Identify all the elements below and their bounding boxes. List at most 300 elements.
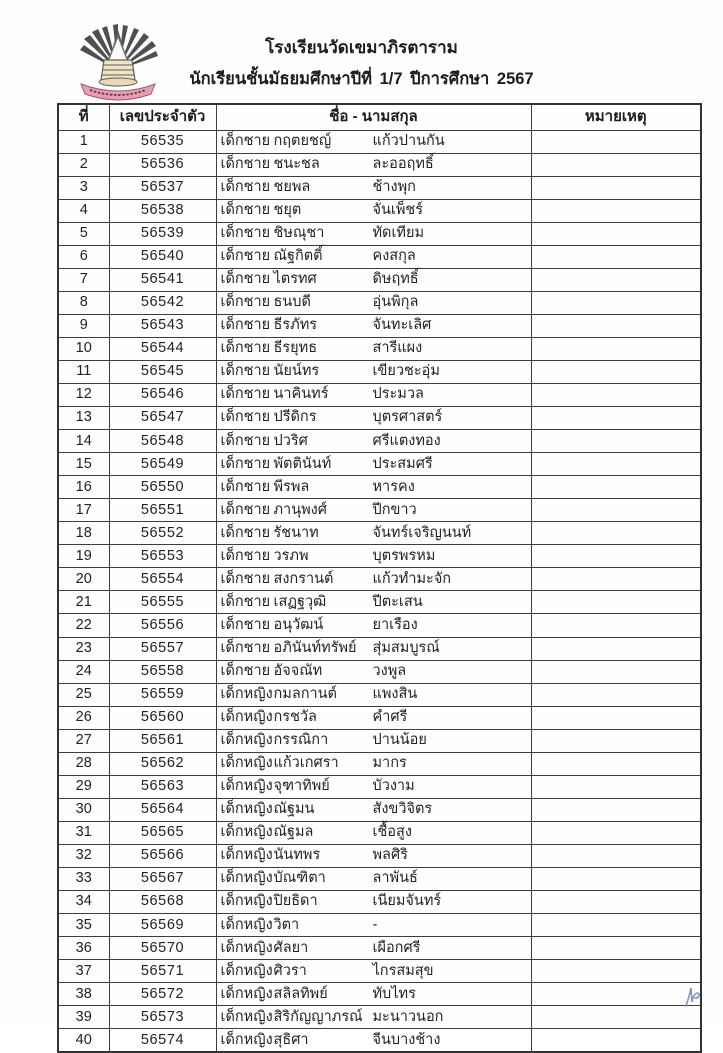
student-name-cell xyxy=(216,153,531,176)
last-name: สารีแผง xyxy=(372,340,423,357)
student-id-cell: 56551 xyxy=(109,499,216,522)
row-number-cell: 17 xyxy=(58,499,109,522)
student-name-cell xyxy=(216,453,531,476)
student-name-cell xyxy=(216,568,531,591)
student-name-cell xyxy=(216,1029,531,1053)
student-id-cell: 56563 xyxy=(109,775,216,798)
row-number-cell: 32 xyxy=(58,844,109,867)
row-number-cell: 4 xyxy=(58,199,109,222)
student-table-body xyxy=(58,130,701,1052)
row-number-cell: 8 xyxy=(58,291,109,314)
remark-cell xyxy=(531,568,701,591)
student-id-cell: 56535 xyxy=(109,130,216,153)
first-name: พัตตินันท์ xyxy=(273,455,332,472)
student-id-cell: 56546 xyxy=(109,384,216,407)
last-name: เนียมจันทร์ xyxy=(372,893,442,910)
first-name: จุฑาทิพย์ xyxy=(273,778,330,795)
row-number-cell: 22 xyxy=(58,614,109,637)
last-name: ลาพันธ์ xyxy=(372,870,418,887)
remark-cell xyxy=(531,499,701,522)
student-name-cell xyxy=(216,752,531,775)
first-name: อนุวัฒน์ xyxy=(273,616,324,633)
first-name: วิตา xyxy=(273,916,300,933)
first-name: ชิษณุชา xyxy=(273,225,325,242)
class-year-subtitle: นักเรียนชั้นมัธยมศึกษาปีที่ 1/7 ปีการศึกษา 2567 xyxy=(189,70,534,88)
name-title: เด็กหญิง xyxy=(220,709,273,726)
row-number-cell: 39 xyxy=(58,1006,109,1029)
remark-cell xyxy=(531,683,701,706)
row-number-cell: 18 xyxy=(58,522,109,545)
student-name-cell xyxy=(216,337,531,360)
name-title: เด็กชาย xyxy=(220,179,271,195)
last-name: ศรีแตงทอง xyxy=(372,432,441,449)
first-name: ปรีดิกร xyxy=(273,409,317,426)
student-name-cell xyxy=(216,476,531,499)
student-name-cell xyxy=(216,960,531,983)
name-title: เด็กชาย xyxy=(220,455,271,472)
student-name-cell xyxy=(216,545,531,568)
student-name-cell xyxy=(216,430,531,453)
name-title: เด็กหญิง xyxy=(220,824,273,841)
first-name: กรชวัล xyxy=(273,709,317,726)
name-title: เด็กหญิง xyxy=(220,939,273,956)
table-row xyxy=(58,1006,701,1029)
first-name: ชนะชล xyxy=(273,155,320,172)
student-name-cell xyxy=(216,891,531,914)
student-name-cell xyxy=(216,914,531,937)
student-id-cell: 56559 xyxy=(109,683,216,706)
first-name: นัยน์ทร xyxy=(273,363,320,380)
row-number-cell: 36 xyxy=(58,937,109,960)
student-id-cell: 56542 xyxy=(109,291,216,314)
table-row xyxy=(58,407,701,430)
student-name-cell xyxy=(216,222,531,245)
name-title: เด็กชาย xyxy=(220,132,271,149)
last-name: แก้วทำมะจัก xyxy=(372,570,452,587)
remark-cell xyxy=(531,476,701,499)
last-name: วงพูล xyxy=(372,662,407,679)
remark-cell xyxy=(531,291,701,314)
remark-cell xyxy=(531,729,701,752)
student-id-cell: 56553 xyxy=(109,545,216,568)
remark-cell xyxy=(531,337,701,360)
row-number-cell: 40 xyxy=(58,1029,109,1053)
first-name: บัณฑิตา xyxy=(273,870,326,887)
student-name-cell xyxy=(216,384,531,407)
last-name: จั่นเพ็ชร์ xyxy=(372,202,424,219)
student-id-cell: 56566 xyxy=(109,844,216,867)
last-name: ปานน้อย xyxy=(372,732,427,749)
table-row xyxy=(58,522,701,545)
name-title: เด็กชาย xyxy=(220,202,271,219)
student-name-cell xyxy=(216,314,531,337)
remark-cell xyxy=(531,660,701,683)
remark-cell xyxy=(531,614,701,637)
table-row xyxy=(58,384,701,407)
remark-cell xyxy=(531,937,701,960)
student-name-cell xyxy=(216,291,531,314)
student-name-cell xyxy=(216,660,531,683)
table-row xyxy=(58,660,701,683)
name-title: เด็กหญิง xyxy=(220,847,273,864)
table-row xyxy=(58,868,701,891)
last-name: สุ่มสมบูรณ์ xyxy=(372,639,440,656)
row-number-cell: 24 xyxy=(58,660,109,683)
student-name-cell xyxy=(216,499,531,522)
row-number-cell: 7 xyxy=(58,268,109,291)
remark-cell xyxy=(531,430,701,453)
table-row xyxy=(58,983,701,1006)
last-name: ปีกขาว xyxy=(372,501,417,518)
table-row xyxy=(58,891,701,914)
row-number-cell: 10 xyxy=(58,337,109,360)
name-title: เด็กหญิง xyxy=(220,916,273,933)
remark-cell xyxy=(531,775,701,798)
remark-cell xyxy=(531,545,701,568)
student-id-cell: 56560 xyxy=(109,706,216,729)
student-id-cell: 56568 xyxy=(109,891,216,914)
last-name: มะนาวนอก xyxy=(372,1008,444,1025)
student-name-cell xyxy=(216,706,531,729)
student-id-cell: 56539 xyxy=(109,222,216,245)
student-id-cell: 56541 xyxy=(109,268,216,291)
remark-cell xyxy=(531,130,701,153)
first-name: พีรพล xyxy=(273,478,310,495)
student-name-cell xyxy=(216,130,531,153)
name-title: เด็กชาย xyxy=(220,616,271,633)
row-number-cell: 25 xyxy=(58,683,109,706)
student-id-cell: 56565 xyxy=(109,821,216,844)
first-name: ธีรยุทธ xyxy=(273,340,318,357)
remark-cell xyxy=(531,960,701,983)
table-row xyxy=(58,591,701,614)
row-number-cell: 23 xyxy=(58,637,109,660)
row-number-cell: 1 xyxy=(58,130,109,153)
table-header-row xyxy=(58,104,701,130)
name-title: เด็กชาย xyxy=(220,248,271,265)
remark-cell xyxy=(531,314,701,337)
name-title: เด็กชาย xyxy=(220,501,271,518)
remark-cell xyxy=(531,706,701,729)
student-name-cell xyxy=(216,268,531,291)
student-id-cell: 56556 xyxy=(109,614,216,637)
table-row xyxy=(58,706,701,729)
row-number-cell: 12 xyxy=(58,384,109,407)
name-title: เด็กหญิง xyxy=(220,801,273,818)
name-title: เด็กหญิง xyxy=(220,755,273,772)
name-title: เด็กชาย xyxy=(220,409,271,426)
row-number-cell: 29 xyxy=(58,775,109,798)
table-row xyxy=(58,499,701,522)
last-name: หารคง xyxy=(372,478,415,495)
student-name-cell xyxy=(216,937,531,960)
remark-cell xyxy=(531,591,701,614)
table-row xyxy=(58,314,701,337)
header-student-id: เลขประจำตัว xyxy=(109,104,216,130)
student-name-cell xyxy=(216,637,531,660)
last-name: อุ่นพิกุล xyxy=(372,294,419,311)
table-row xyxy=(58,798,701,821)
student-id-cell: 56545 xyxy=(109,360,216,383)
header-fullname: ชื่อ - นามสกุล xyxy=(216,104,531,130)
name-title: เด็กหญิง xyxy=(220,732,273,749)
first-name: ภานุพงศ์ xyxy=(273,501,327,518)
last-name: มากร xyxy=(372,755,407,772)
name-title: เด็กหญิง xyxy=(220,962,273,979)
handwritten-pen-mark xyxy=(683,985,707,1009)
last-name: คำศรี xyxy=(372,709,408,726)
student-id-cell: 56552 xyxy=(109,522,216,545)
last-name: ทัดเทียม xyxy=(372,225,425,242)
last-name: ปีตะเสน xyxy=(372,593,423,610)
remark-cell xyxy=(531,199,701,222)
first-name: ศิวรา xyxy=(273,962,307,979)
first-name: สลิลทิพย์ xyxy=(273,985,328,1002)
student-name-cell xyxy=(216,798,531,821)
row-number-cell: 13 xyxy=(58,407,109,430)
table-row xyxy=(58,291,701,314)
student-name-cell xyxy=(216,360,531,383)
remark-cell xyxy=(531,868,701,891)
last-name: ประมวล xyxy=(372,386,424,403)
last-name: บุตรศาสตร์ xyxy=(372,409,443,426)
remark-cell xyxy=(531,384,701,407)
row-number-cell: 38 xyxy=(58,983,109,1006)
first-name: นาคินทร์ xyxy=(273,386,329,403)
first-name: สงกรานต์ xyxy=(273,570,334,587)
name-title: เด็กชาย xyxy=(220,225,271,242)
row-number-cell: 30 xyxy=(58,798,109,821)
row-number-cell: 11 xyxy=(58,360,109,383)
student-name-cell xyxy=(216,245,531,268)
first-name: กมลกานต์ xyxy=(273,686,337,703)
first-name: ธนบดี xyxy=(273,294,311,311)
table-row xyxy=(58,568,701,591)
row-number-cell: 3 xyxy=(58,176,109,199)
name-title: เด็กชาย xyxy=(220,662,271,679)
row-number-cell: 2 xyxy=(58,153,109,176)
remark-cell xyxy=(531,844,701,867)
table-row xyxy=(58,729,701,752)
row-number-cell: 14 xyxy=(58,430,109,453)
table-row xyxy=(58,937,701,960)
first-name: ชยุต xyxy=(273,202,302,219)
student-name-cell xyxy=(216,775,531,798)
table-row xyxy=(58,222,701,245)
student-name-cell xyxy=(216,821,531,844)
table-row xyxy=(58,844,701,867)
table-row xyxy=(58,245,701,268)
table-row xyxy=(58,130,701,153)
remark-cell xyxy=(531,268,701,291)
student-id-cell: 56561 xyxy=(109,729,216,752)
student-name-cell xyxy=(216,729,531,752)
last-name: จันทร์เจริญนนท์ xyxy=(372,524,472,541)
row-number-cell: 35 xyxy=(58,914,109,937)
first-name: นันทพร xyxy=(273,847,321,864)
student-id-cell: 56544 xyxy=(109,337,216,360)
last-name: จีนบางช้าง xyxy=(372,1031,441,1048)
row-number-cell: 28 xyxy=(58,752,109,775)
first-name: ศัลยา xyxy=(273,939,309,956)
student-name-cell xyxy=(216,1006,531,1029)
row-number-cell: 31 xyxy=(58,821,109,844)
name-title: เด็กชาย xyxy=(220,639,271,656)
remark-cell xyxy=(531,891,701,914)
table-row xyxy=(58,430,701,453)
last-name: คงสกุล xyxy=(372,248,416,265)
student-name-cell xyxy=(216,614,531,637)
remark-cell xyxy=(531,176,701,199)
student-id-cell: 56567 xyxy=(109,868,216,891)
table-row xyxy=(58,199,701,222)
student-name-cell xyxy=(216,683,531,706)
student-id-cell: 56558 xyxy=(109,660,216,683)
student-name-cell xyxy=(216,199,531,222)
table-row xyxy=(58,153,701,176)
remark-cell xyxy=(531,798,701,821)
last-name: แพงสิน xyxy=(372,686,418,703)
first-name: ณัฐกิตติ์ xyxy=(273,248,323,265)
first-name: กฤตยชญ์ xyxy=(273,132,332,149)
table-row xyxy=(58,637,701,660)
remark-cell xyxy=(531,360,701,383)
row-number-cell: 15 xyxy=(58,453,109,476)
name-title: เด็กหญิง xyxy=(220,985,273,1002)
name-title: เด็กชาย xyxy=(220,432,271,449)
remark-cell xyxy=(531,914,701,937)
student-id-cell: 56549 xyxy=(109,453,216,476)
table-row xyxy=(58,914,701,937)
first-name: ธีรภัทร xyxy=(273,317,318,334)
first-name: ณัฐมล xyxy=(273,824,314,841)
table-row xyxy=(58,268,701,291)
first-name: อภินันท์ทรัพย์ xyxy=(273,639,357,656)
row-number-cell: 21 xyxy=(58,591,109,614)
remark-cell xyxy=(531,453,701,476)
table-row xyxy=(58,453,701,476)
remark-cell xyxy=(531,1029,701,1053)
student-id-cell: 56547 xyxy=(109,407,216,430)
row-number-cell: 16 xyxy=(58,476,109,499)
name-title: เด็กชาย xyxy=(220,155,271,172)
student-roster-table xyxy=(57,103,702,1053)
name-title: เด็กชาย xyxy=(220,547,271,564)
table-row xyxy=(58,360,701,383)
student-id-cell: 56569 xyxy=(109,914,216,937)
remark-cell xyxy=(531,752,701,775)
remark-cell xyxy=(531,245,701,268)
student-id-cell: 56570 xyxy=(109,937,216,960)
last-name: ยาเรือง xyxy=(372,616,418,633)
student-id-cell: 56537 xyxy=(109,176,216,199)
name-title: เด็กชาย xyxy=(220,317,271,334)
row-number-cell: 19 xyxy=(58,545,109,568)
first-name: ปวริศ xyxy=(273,432,308,449)
last-name: ละออฤทธิ์ xyxy=(372,155,434,172)
student-id-cell: 56574 xyxy=(109,1029,216,1053)
remark-cell xyxy=(531,821,701,844)
student-id-cell: 56543 xyxy=(109,314,216,337)
last-name: เขียวชะอุ่ม xyxy=(372,363,440,380)
name-title: เด็กหญิง xyxy=(220,778,273,795)
student-id-cell: 56540 xyxy=(109,245,216,268)
row-number-cell: 34 xyxy=(58,891,109,914)
table-row xyxy=(58,476,701,499)
header-number: ที่ xyxy=(58,104,109,130)
table-row xyxy=(58,176,701,199)
table-row xyxy=(58,545,701,568)
name-title: เด็กหญิง xyxy=(220,1031,273,1048)
student-name-cell xyxy=(216,868,531,891)
table-row xyxy=(58,683,701,706)
name-title: เด็กชาย xyxy=(220,570,271,587)
last-name: ไกรสมสุข xyxy=(372,962,434,979)
last-name: เผือกศรี xyxy=(372,939,421,956)
remark-cell xyxy=(531,153,701,176)
student-name-cell xyxy=(216,522,531,545)
student-id-cell: 56564 xyxy=(109,798,216,821)
student-id-cell: 56555 xyxy=(109,591,216,614)
remark-cell xyxy=(531,1006,701,1029)
student-id-cell: 56562 xyxy=(109,752,216,775)
remark-cell xyxy=(531,983,701,1006)
remark-cell xyxy=(531,222,701,245)
last-name: สังขวิจิตร xyxy=(372,801,433,818)
student-id-cell: 56572 xyxy=(109,983,216,1006)
student-id-cell: 56538 xyxy=(109,199,216,222)
row-number-cell: 26 xyxy=(58,706,109,729)
name-title: เด็กหญิง xyxy=(220,893,273,910)
last-name: พลศิริ xyxy=(372,847,408,864)
name-title: เด็กชาย xyxy=(220,363,271,380)
remark-cell xyxy=(531,637,701,660)
last-name: ช้างพุก xyxy=(372,179,416,195)
last-name: จันทะเลิศ xyxy=(372,317,432,334)
row-number-cell: 37 xyxy=(58,960,109,983)
student-name-cell xyxy=(216,983,531,1006)
name-title: เด็กชาย xyxy=(220,386,271,403)
row-number-cell: 27 xyxy=(58,729,109,752)
table-row xyxy=(58,752,701,775)
first-name: รัชนาท xyxy=(273,524,319,541)
remark-cell xyxy=(531,407,701,430)
last-name: - xyxy=(372,916,378,933)
last-name: ดิษฤทธิ์ xyxy=(372,271,419,288)
name-title: เด็กชาย xyxy=(220,478,271,495)
table-row xyxy=(58,614,701,637)
school-name-title: โรงเรียนวัดเขมาภิรตาราม xyxy=(265,38,458,57)
row-number-cell: 5 xyxy=(58,222,109,245)
student-name-cell xyxy=(216,407,531,430)
first-name: ปิยธิดา xyxy=(273,893,318,910)
first-name: เสฏฐวุฒิ xyxy=(273,593,327,610)
table-row xyxy=(58,960,701,983)
row-number-cell: 33 xyxy=(58,868,109,891)
name-title: เด็กชาย xyxy=(220,593,271,610)
first-name: ชยพล xyxy=(273,179,311,195)
first-name: อัจจณัท xyxy=(273,662,323,679)
last-name: ทับไทร xyxy=(372,985,416,1002)
student-id-cell: 56571 xyxy=(109,960,216,983)
first-name: วรภพ xyxy=(273,547,309,564)
first-name: แก้วเกศรา xyxy=(273,755,339,772)
name-title: เด็กหญิง xyxy=(220,686,273,703)
first-name: ณัฐมน xyxy=(273,801,315,818)
first-name: สุธิศา xyxy=(273,1031,309,1048)
first-name: ไตรทศ xyxy=(273,271,317,288)
name-title: เด็กชาย xyxy=(220,340,271,357)
